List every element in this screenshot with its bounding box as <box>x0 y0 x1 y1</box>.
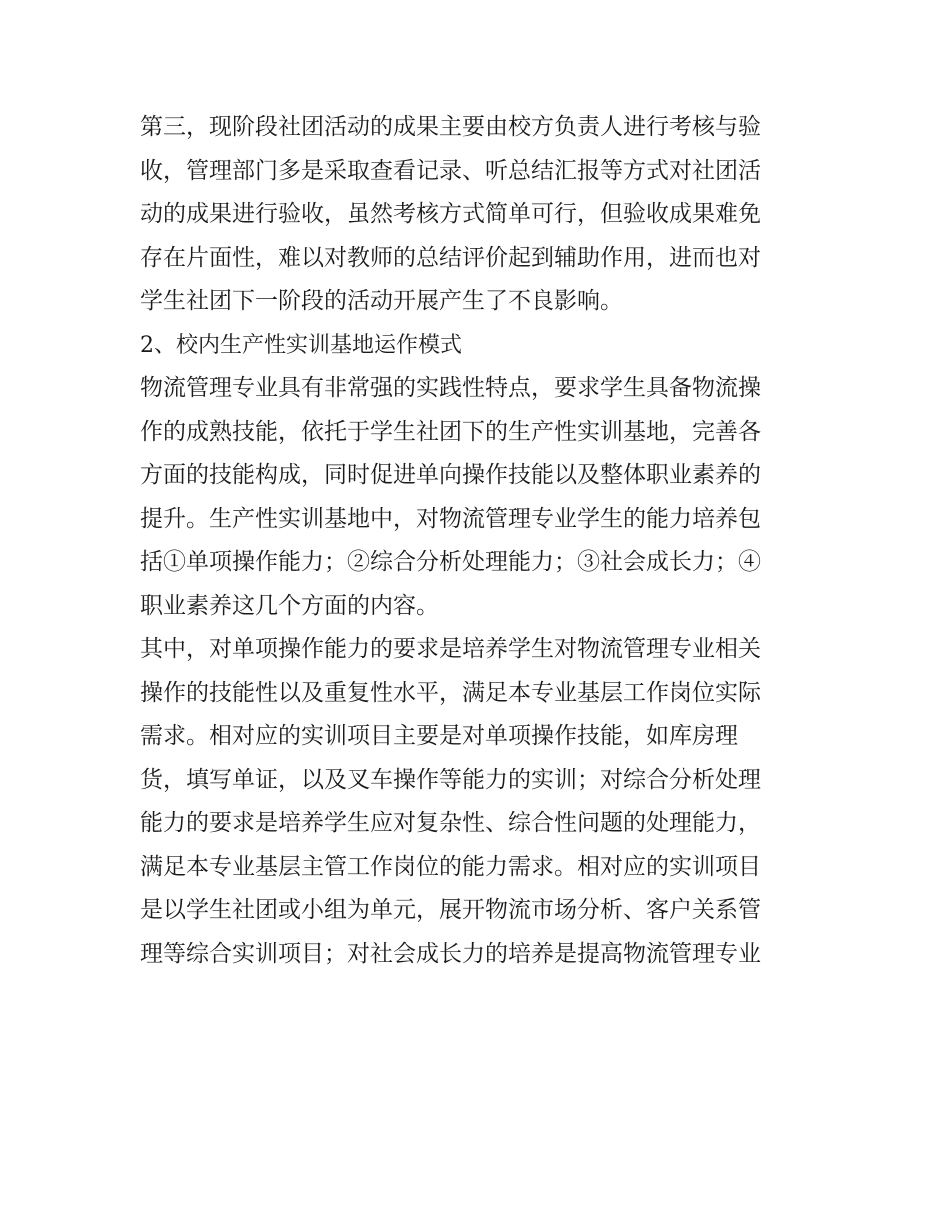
text-line: 操作的技能性以及重复性水平，满足本专业基层工作岗位实际 <box>140 679 761 706</box>
text-line: 方面的技能构成，同时促进单向操作技能以及整体职业素养的 <box>140 462 761 488</box>
text-line: 括①单项操作能力；②综合分析处理能力；③社会成长力；④ <box>140 549 761 575</box>
text-line: 学生社团下一阶段的活动开展产生了不良影响。 <box>140 288 623 314</box>
text-line: 理等综合实训项目；对社会成长力的培养是提高物流管理专业 <box>140 940 761 967</box>
text-line: 是以学生社团或小组为单元，展开物流市场分析、客户关系管 <box>140 897 761 923</box>
text-line: 需求。相对应的实训项目主要是对单项操作技能，如库房理 <box>140 723 738 749</box>
text-line: 其中，对单项操作能力的要求是培养学生对物流管理专业相关 <box>140 636 761 662</box>
body-text <box>140 106 820 976</box>
text-line: 满足本专业基层主管工作岗位的能力需求。相对应的实训项目 <box>140 853 761 880</box>
text-line: 存在片面性，难以对教师的总结评价起到辅助作用，进而也对 <box>140 244 761 271</box>
text-line: 物流管理专业具有非常强的实践性特点，要求学生具备物流操 <box>140 375 761 401</box>
text-line: 第三，现阶段社团活动的成果主要由校方负责人进行考核与验 <box>140 114 761 140</box>
text-line: 能力的要求是培养学生应对复杂性、综合性问题的处理能力， <box>140 810 761 836</box>
text-line: 作的成熟技能，依托于学生社团下的生产性实训基地，完善各 <box>140 418 761 445</box>
text-line: 职业素养这几个方面的内容。 <box>140 592 439 619</box>
text-line: 货，填写单证，以及叉车操作等能力的实训；对综合分析处理 <box>140 766 761 793</box>
text-line: 动的成果进行验收，虽然考核方式简单可行，但验收成果难免 <box>140 201 761 227</box>
text-line: 收，管理部门多是采取查看记录、听总结汇报等方式对社团活 <box>140 157 761 184</box>
text-line: 提升。生产性实训基地中，对物流管理专业学生的能力培养包 <box>140 505 761 532</box>
section-heading: 2、校内生产性实训基地运作模式 <box>140 332 462 358</box>
